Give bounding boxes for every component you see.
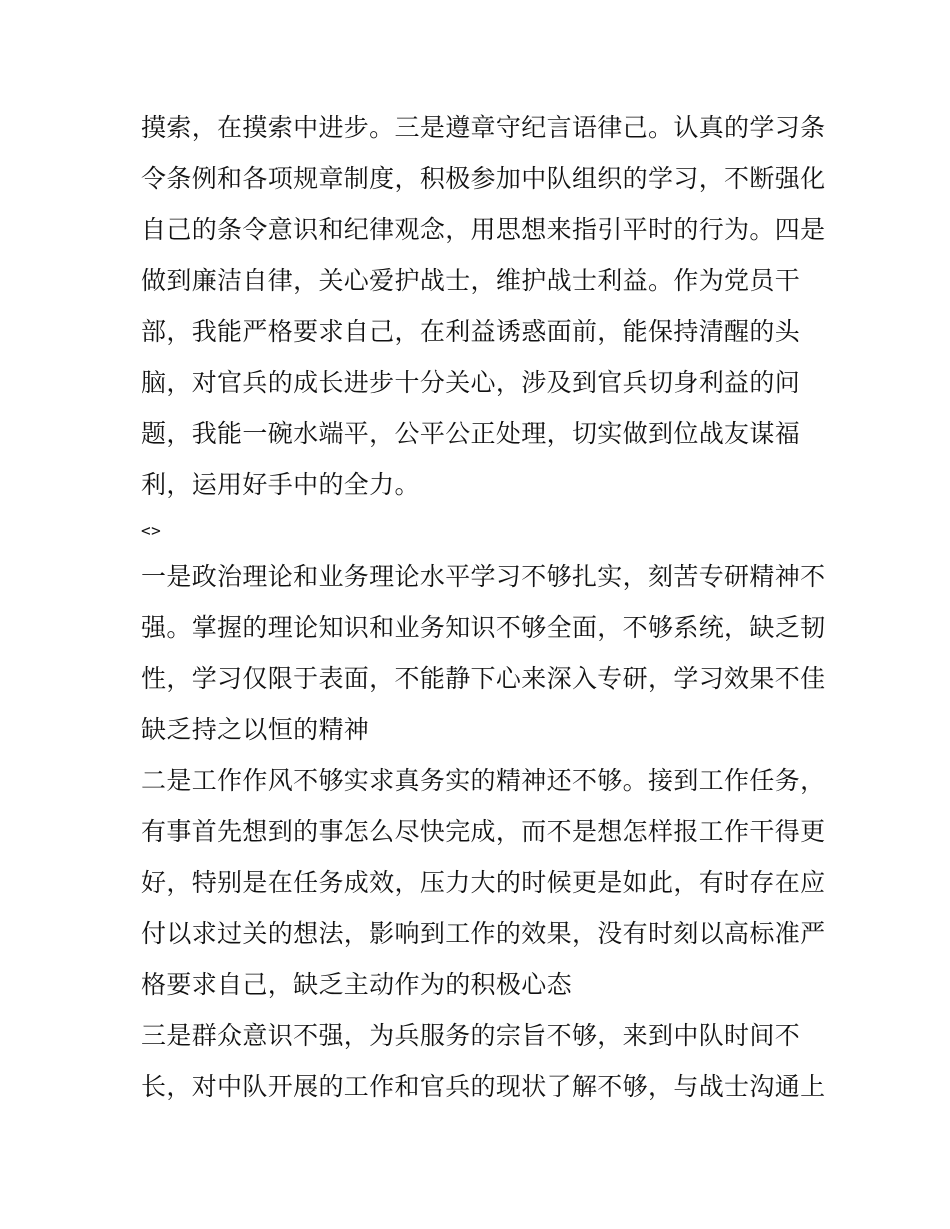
text-line: 有事首先想到的事怎么尽快完成，而不是想怎样报工作干得更 — [141, 817, 826, 846]
text-line: 缺乏持之以恒的精神 — [141, 715, 370, 744]
text-line: 长，对中队开展的工作和官兵的现状了解不够，与战士沟通上 — [141, 1072, 826, 1101]
text-line: 令条例和各项规章制度，积极参加中队组织的学习，不断强化 — [141, 164, 826, 193]
text-line: 好，特别是在任务成效，压力大的时候更是如此，有时存在应 — [141, 868, 826, 897]
text-line: 三是群众意识不强，为兵服务的宗旨不够，来到中队时间不 — [141, 1021, 801, 1050]
text-line: 性，学习仅限于表面，不能静下心来深入专研，学习效果不佳 — [141, 664, 826, 693]
text-line: 二是工作作风不够实求真务实的精神还不够。接到工作任务， — [141, 766, 826, 795]
text-line: 强。掌握的理论知识和业务知识不够全面，不够系统，缺乏韧 — [141, 613, 826, 642]
text-line: 摸索，在摸索中进步。三是遵章守纪言语律己。认真的学习条 — [141, 113, 826, 142]
text-line: 做到廉洁自律，关心爱护战士，维护战士利益。作为党员干 — [141, 266, 801, 295]
text-line: 自己的条令意识和纪律观念，用思想来指引平时的行为。四是 — [141, 215, 826, 244]
text-line: 题，我能一碗水端平，公平公正处理，切实做到位战友谋福 — [141, 419, 801, 448]
text-line: 脑，对官兵的成长进步十分关心，涉及到官兵切身利益的问 — [141, 368, 801, 397]
section-marker: <> — [141, 521, 162, 540]
text-line: 格要求自己，缺乏主动作为的积极心态 — [141, 970, 572, 999]
text-line: 利，运用好手中的全力。 — [141, 470, 420, 499]
text-line: 付以求过关的想法，影响到工作的效果，没有时刻以高标准严 — [141, 919, 826, 948]
text-line: 部，我能严格要求自己，在利益诱惑面前，能保持清醒的头 — [141, 317, 801, 346]
text-line: 一是政治理论和业务理论水平学习不够扎实，刻苦专研精神不 — [141, 562, 826, 591]
